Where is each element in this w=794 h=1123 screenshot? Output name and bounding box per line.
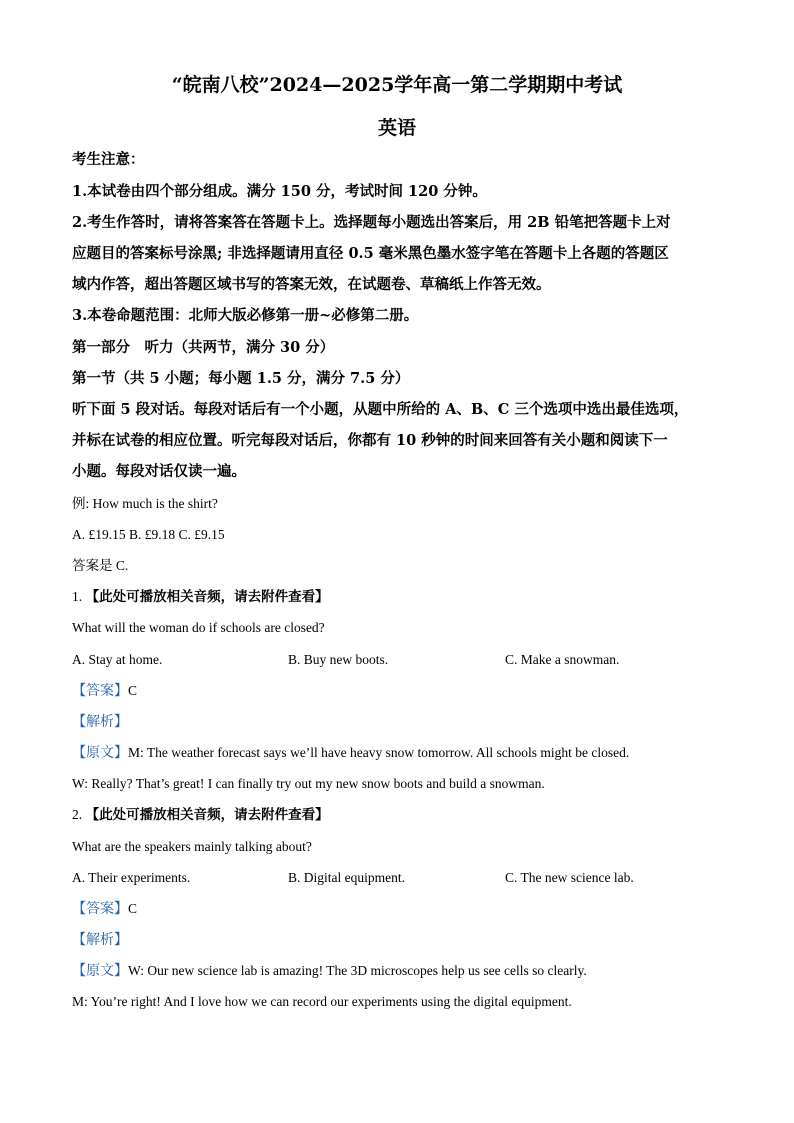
audio-note[interactable]: 【此处可播放相关音频，请去附件查看】 (85, 807, 329, 823)
exam-title: “皖南八校”2024—2025学年高一第二学期期中考试 (171, 74, 623, 96)
answer-value: C (128, 901, 138, 916)
notice-item-1: 1.本试卷由四个部分组成。满分 150 分，考试时间 120 分钟。 (72, 183, 487, 200)
exam-subject: 英语 (377, 117, 416, 139)
question-1-answer (72, 681, 137, 702)
part1-heading: 第一部分 听力（共两节，满分 30 分） (72, 339, 335, 356)
instructions-line-1: 听下面 5 段对话。每段对话后有一个小题，从题中所给的 A、B、C 三个选项中选出最佳选项， (72, 401, 689, 418)
analysis-label: 【解析】 (72, 714, 128, 730)
question-number: 2. (72, 807, 83, 822)
example-answer: 答案是 C. (72, 558, 129, 573)
question-1-text: What will the woman do if schools are closed? (72, 620, 325, 635)
question-2-answer (72, 899, 137, 920)
question-2-transcript-2: M: You’re right! And I love how we can record our experiments using the digital equipment. (72, 994, 572, 1009)
answer-value: C (128, 683, 138, 698)
question-1-header (72, 587, 329, 608)
question-1-option-c: C. Make a snowman. (505, 652, 620, 667)
question-1-option-a: A. Stay at home. (72, 652, 163, 667)
question-1-option-b: B. Buy new boots. (288, 652, 389, 667)
question-1-analysis (72, 712, 128, 733)
transcript-label: 【原文】 (72, 745, 128, 761)
question-2-analysis (72, 930, 128, 951)
question-number: 1. (72, 589, 83, 604)
notice-item-2a: 2.考生作答时，请将答案答在答题卡上。选择题每小题选出答案后，用 2B 铅笔把答题卡上对 (72, 214, 671, 231)
question-2-option-c: C. The new science lab. (505, 870, 634, 885)
analysis-label: 【解析】 (72, 932, 128, 948)
question-2-option-a: A. Their experiments. (72, 870, 191, 885)
notice-item-2c: 域内作答，超出答题区域书写的答案无效，在试题卷、草稿纸上作答无效。 (72, 276, 551, 293)
instructions-line-3: 小题。每段对话仅读一遍。 (72, 463, 246, 480)
section1-heading: 第一节（共 5 小题；每小题 1.5 分，满分 7.5 分） (72, 370, 410, 387)
example-options: A. £19.15 B. £9.18 C. £9.15 (72, 527, 225, 542)
question-1-transcript-2: W: Really? That’s great! I can finally try out my new snow boots and build a snowman. (72, 776, 545, 791)
audio-note[interactable]: 【此处可播放相关音频，请去附件查看】 (85, 589, 329, 605)
answer-label: 【答案】 (72, 901, 128, 917)
transcript-text: M: The weather forecast says we’ll have heavy snow tomorrow. All schools might be closed. (128, 745, 630, 760)
transcript-label: 【原文】 (72, 963, 128, 979)
question-2-option-b: B. Digital equipment. (288, 870, 405, 885)
transcript-text: W: Our new science lab is amazing! The 3D microscopes help us see cells so clearly. (128, 963, 587, 978)
example-question: 例: How much is the shirt? (72, 496, 218, 511)
question-2-text: What are the speakers mainly talking about? (72, 839, 312, 854)
question-1-transcript-1 (72, 743, 629, 764)
instructions-line-2: 并标在试卷的相应位置。听完每段对话后，你都有 10 秒钟的时间来回答有关小题和阅读下一 (72, 432, 668, 449)
answer-label: 【答案】 (72, 683, 128, 699)
notice-item-2b: 应题目的答案标号涂黑; 非选择题请用直径 0.5 毫米黑色墨水签字笔在答题卡上各题的答题区 (72, 245, 669, 262)
question-2-transcript-1 (72, 961, 587, 982)
notice-heading: 考生注意： (72, 151, 145, 168)
notice-item-3: 3.本卷命题范围：北师大版必修第一册~必修第二册。 (72, 307, 419, 324)
question-2-header (72, 805, 329, 826)
